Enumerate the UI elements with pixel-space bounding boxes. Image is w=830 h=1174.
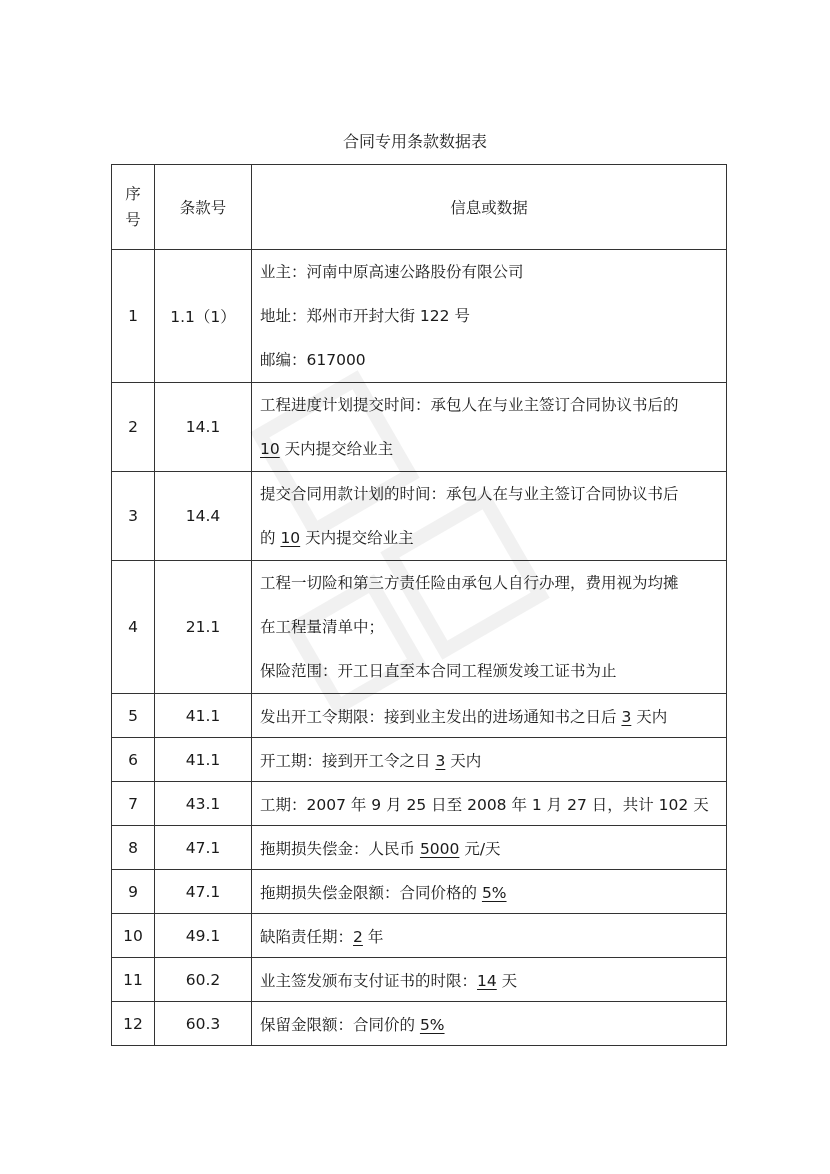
info-line2 [260,516,722,560]
info-line1: 工程进度计划提交时间：承包人在与业主签订合同协议书后的 [260,396,679,414]
table-row [112,914,727,958]
contract-terms-table [111,164,727,1046]
info-pre: 业主签发颁布支付证书的时限： [260,971,478,990]
table-row [112,694,727,738]
row-clause: 41.1 [155,738,252,782]
row-clause: 21.1 [155,561,252,694]
row-clause: 14.1 [155,383,252,472]
header-info: 信息或数据 [252,165,727,250]
info-line1: 工程一切险和第三方责任险由承包人自行办理，费用视为均摊 [260,574,679,592]
info-line2: 在工程量清单中； [260,618,385,636]
row-seq: 11 [112,958,155,1002]
info-value: 14 [477,971,497,990]
row-info [252,250,727,383]
info-value: 5000 [419,839,460,858]
table-row [112,250,727,383]
row-clause: 47.1 [155,826,252,870]
header-seq-line2: 号 [125,211,141,229]
info-value: 3 [621,707,632,726]
row-info [252,1002,727,1046]
table-row [112,561,727,694]
info-pre: 拖期损失偿金：人民币 [260,839,420,858]
row-clause: 49.1 [155,914,252,958]
row-seq: 10 [112,914,155,958]
header-clause: 条款号 [155,165,252,250]
info-post: 天 [496,971,518,990]
info-line1: 提交合同用款计划的时间：承包人在与业主签订合同协议书后 [260,485,679,503]
table-row [112,782,727,826]
header-seq-line1: 序 [125,185,141,203]
row-info [252,914,727,958]
row-info [252,738,727,782]
row-seq: 9 [112,870,155,914]
row-clause: 41.1 [155,694,252,738]
row-info [252,870,727,914]
table-header-row [112,165,727,250]
header-seq [112,165,155,250]
info-post: 天内 [631,707,668,726]
days-value: 10 [280,529,301,547]
table-row [112,1002,727,1046]
row-clause: 47.1 [155,870,252,914]
info-pre: 拖期损失偿金限额：合同价格的 [260,883,482,902]
row-seq: 7 [112,782,155,826]
info-pre: 缺陷责任期： [260,927,354,946]
info-line2-rest: 天内提交给业主 [300,529,414,547]
info-pre: 开工期：接到开工令之日 [260,751,436,770]
row-info [252,383,727,472]
row-info [252,826,727,870]
postcode-line: 邮编：617000 [260,351,366,369]
info-value: 5% [419,1015,445,1034]
info-value: 3 [435,751,446,770]
row-seq: 3 [112,472,155,561]
info-line2-rest: 天内提交给业主 [279,440,394,458]
row-info [252,958,727,1002]
table-row [112,826,727,870]
info-value: 2 [353,927,363,946]
table-row [112,958,727,1002]
info-line3: 保险范围：开工日直至本合同工程颁发竣工证书为止 [260,662,617,680]
row-seq: 12 [112,1002,155,1046]
info-pre: 保留金限额：合同价的 [260,1015,420,1034]
info-line2 [260,427,722,471]
document-title: 合同专用条款数据表 [342,132,487,151]
row-info [252,694,727,738]
row-clause: 60.2 [155,958,252,1002]
row-seq: 2 [112,383,155,472]
info-post: 天内 [445,751,482,770]
row-info [252,472,727,561]
info-line2-pre: 的 [260,529,281,547]
row-seq: 8 [112,826,155,870]
info-post: 元/天 [459,839,501,858]
row-seq: 1 [112,250,155,383]
row-info [252,561,727,694]
row-clause: 1.1（1） [155,250,252,383]
owner-line: 业主：河南中原高速公路股份有限公司 [260,263,524,281]
row-seq: 4 [112,561,155,694]
table-row [112,472,727,561]
row-seq: 6 [112,738,155,782]
info-pre: 发出开工令期限：接到业主发出的进场通知书之日后 [260,707,622,726]
table-row [112,738,727,782]
info-post: 年 [362,927,384,946]
row-info: 工期：2007 年 9 月 25 日至 2008 年 1 月 27 日，共计 102 天 [252,782,727,826]
info-value: 5% [481,883,507,902]
row-clause: 60.3 [155,1002,252,1046]
table-row [112,870,727,914]
address-line: 地址：郑州市开封大街 122 号 [260,307,470,325]
row-clause: 14.4 [155,472,252,561]
table-row [112,383,727,472]
row-seq: 5 [112,694,155,738]
row-clause: 43.1 [155,782,252,826]
days-value: 10 [260,440,280,458]
